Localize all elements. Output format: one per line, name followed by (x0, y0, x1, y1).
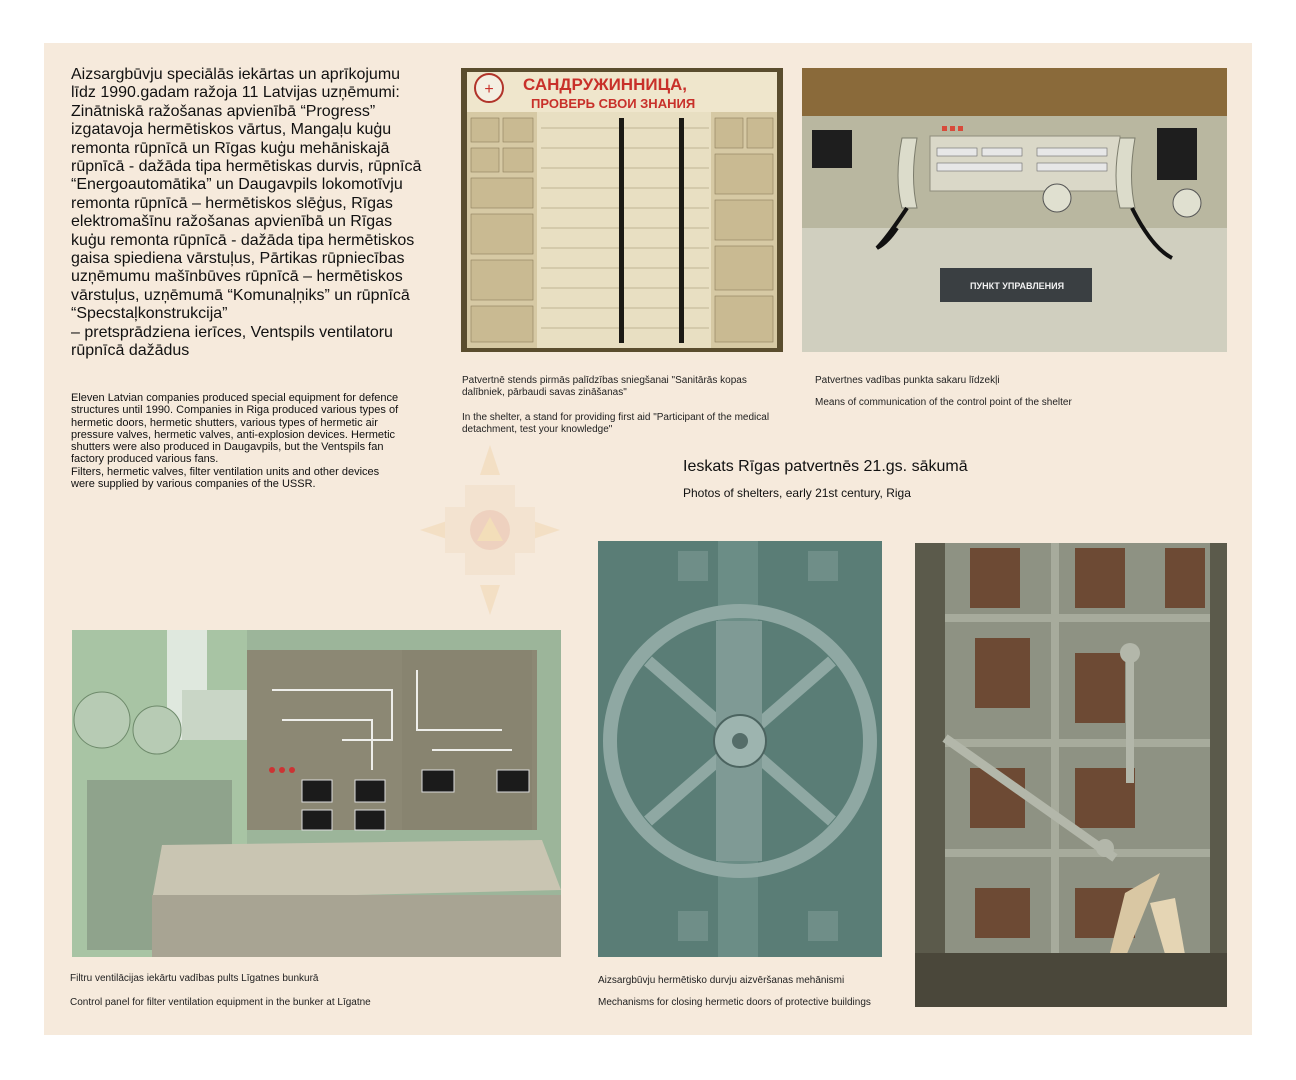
section-subtitle: Photos of shelters, early 21st century, Riga (683, 486, 911, 500)
poster-caption-lv: Patvertnē stends pirmās palīdzības sniegšanai "Sanitārās kopas dalībniek, pārbaudi savas zināšanas" (462, 375, 747, 398)
control-point-caption-lv: Patvertnes vadības punkta sakaru līdzekļi (815, 375, 1000, 386)
door-handwheel-photo (598, 541, 882, 957)
section-title: Ieskats Rīgas patvertnēs 21.gs. sākumā (683, 458, 968, 475)
first-aid-poster-photo (461, 68, 783, 352)
ventilation-caption-lv: Filtru ventilācijas iekārtu vadības pults Līgatnes bunkurā (70, 973, 319, 984)
poster-caption-en: In the shelter, a stand for providing first aid "Participant of the medical detachment, test your knowledge" (462, 412, 770, 435)
control-point-caption-en: Means of communication of the control point of the shelter (815, 397, 1072, 408)
door-caption-en: Mechanisms for closing hermetic doors of protective buildings (598, 997, 871, 1008)
door-mechanism-photo (915, 543, 1227, 1007)
intro-text-latvian: Aizsargbūvju speciālās iekārtas un aprīkojumu līdz 1990.gadam ražoja 11 Latvijas uzņēmumi: Zinātniskā ražošanas apvienībā “Progress” izgatavoja hermētiskos vārtus, Mangaļu kuģu remonta rūpnīcā un Rīgas kuģu mehāniskajā rūpnīcā - dažāda tipa hermētiskas durvis, rūpnīcā “Energoautomātika” un Daugavpils lokomotīvju remonta rūpnīcā – hermētiskos slēģus, Rīgas elektromašīnu ražošanas apvienībā un Rīgas kuģu remonta rūpnīcā - dažāda tipa hermētiskos gaisa spiediena vārstuļus, Pārtikas rūpniecības uzņēmumu mašīnbūves rūpnīcā – hermētiskos vārstuļus, uzņēmumā “Komunaļņiks” un rūpnīcā “Specstaļkonstrukcija” – pretsprādziena ierīces, Ventspils ventilatoru rūpnīcā dažādus (71, 66, 422, 360)
ventilation-control-panel-photo (72, 630, 561, 957)
control-point-photo (802, 68, 1227, 352)
control-point-plate-label: ПУНКТ УПРАВЛЕНИЯ (970, 281, 1065, 291)
door-caption-lv: Aizsargbūvju hermētisko durvju aizvēršanas mehānismi (598, 975, 845, 986)
intro-text-english: Eleven Latvian companies produced special equipment for defence structures until 1990. Companies in Riga produced various types of hermetic doors, hermetic shutters, various types of hermetic air pressure valves, hermetic valves, anti-explosion devices. Hermetic shutters were also produced in Daugavpils, but the Ventspils fan factory produced various fans. Filters, hermetic valves, filter ventilation units and other devices were supplied by various companies of the USSR. (71, 392, 399, 491)
poster-banner-line-2: ПРОВЕРЬ СВОИ ЗНАНИЯ (531, 96, 696, 111)
poster-banner-line-1: САНДРУЖИННИЦА, (523, 75, 687, 94)
civil-defence-emblem-watermark (420, 445, 560, 615)
svg-text:+: + (484, 81, 494, 98)
ventilation-caption-en: Control panel for filter ventilation equipment in the bunker at Līgatne (70, 997, 371, 1008)
